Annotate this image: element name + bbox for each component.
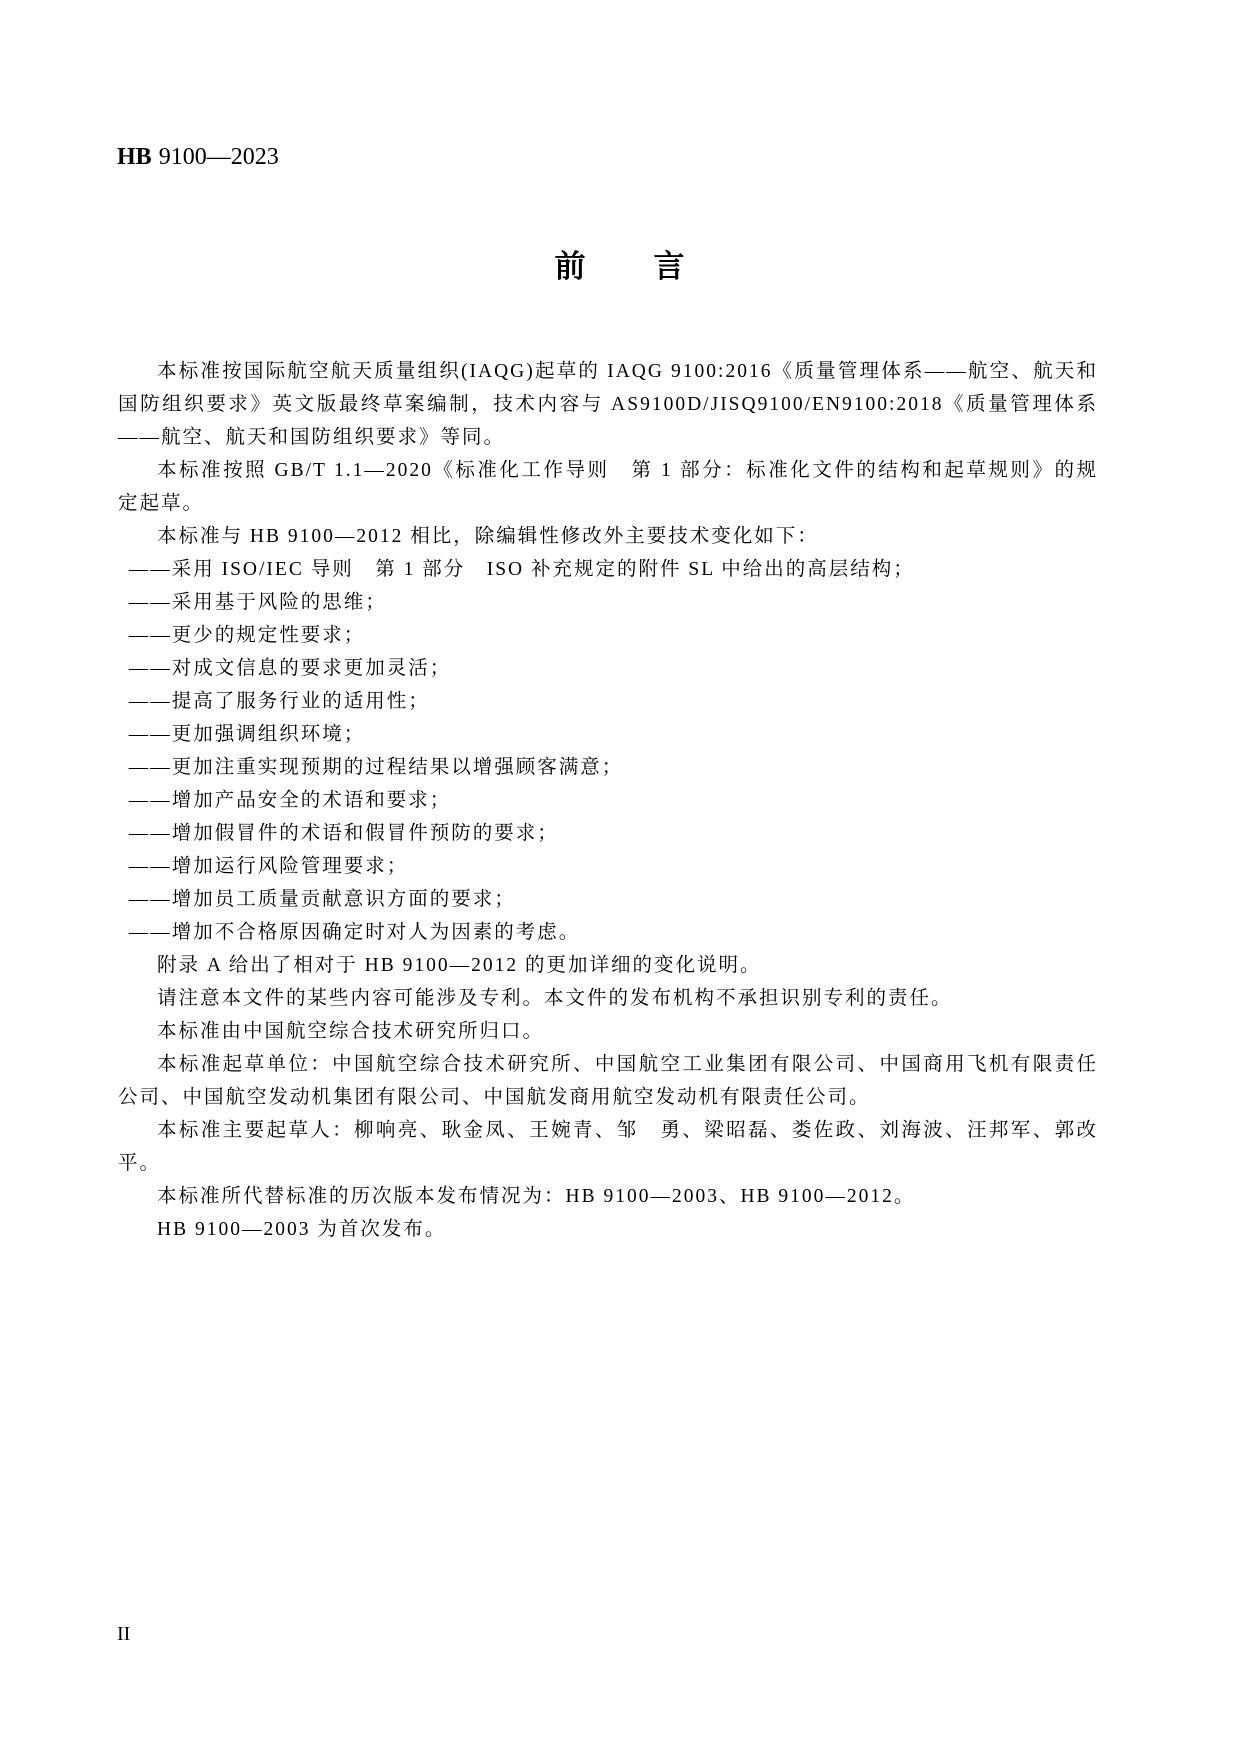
standard-code-header: [117, 143, 279, 171]
paragraph: 本标准与 HB 9100—2012 相比，除编辑性修改外主要技术变化如下：: [157, 526, 819, 547]
paragraph: 本标准按照 GB/T 1.1—2020《标准化工作导则 第 1 部分：标准化文件的结构和起草规则》的规定起草。: [118, 460, 1098, 514]
paragraph: 附录 A 给出了相对于 HB 9100—2012 的更加详细的变化说明。: [157, 955, 762, 976]
paragraph: HB 9100—2003 为首次发布。: [157, 1219, 447, 1240]
paragraph: 本标准起草单位：中国航空综合技术研究所、中国航空工业集团有限公司、中国商用飞机有限责任公司、中国航空发动机集团有限公司、中国航发商用航空发动机有限责任公司。: [118, 1054, 1098, 1108]
standard-code-number: 9100—2023: [158, 144, 279, 170]
change-list-item: ——增加员工质量贡献意识方面的要求；: [128, 889, 516, 910]
change-list-item: ——采用基于风险的思维；: [128, 592, 387, 613]
change-list-item: ——对成文信息的要求更加灵活；: [128, 658, 452, 679]
page-title: 前 言: [554, 249, 687, 284]
change-list-item: ——增加运行风险管理要求；: [128, 856, 409, 877]
change-list-item: ——增加不合格原因确定时对人为因素的考虑。: [128, 922, 581, 943]
change-list-item: ——增加产品安全的术语和要求；: [128, 790, 452, 811]
page-number: II: [117, 1623, 131, 1645]
standard-code-prefix: HB: [117, 144, 152, 170]
paragraph: 本标准按国际航空航天质量组织(IAQG)起草的 IAQG 9100:2016《质量管理体系——航空、航天和国防组织要求》英文版最终草案编制，技术内容与 AS9100D/JISQ9100/EN9100:2018《质量管理体系——航空、航天和国防组织要求》等同。: [118, 361, 1098, 448]
paragraph: 本标准所代替标准的历次版本发布情况为：HB 9100—2003、HB 9100—2012。: [157, 1186, 916, 1207]
change-list-item: ——更加注重实现预期的过程结果以增强顾客满意；: [128, 757, 624, 778]
change-list-item: ——更少的规定性要求；: [128, 625, 366, 646]
change-list-item: ——提高了服务行业的适用性；: [128, 691, 430, 712]
change-list-item: ——更加强调组织环境；: [128, 724, 366, 745]
foreword-body: [118, 355, 1098, 1246]
change-list-item: ——采用 ISO/IEC 导则 第 1 部分 ISO 补充规定的附件 SL 中给出的高层结构；: [128, 559, 915, 580]
paragraph: 本标准由中国航空综合技术研究所归口。: [157, 1021, 545, 1042]
paragraph: 本标准主要起草人：柳响亮、耿金凤、王婉青、邹 勇、梁昭磊、娄佐政、刘海波、汪邦军、郭改平。: [118, 1120, 1098, 1174]
paragraph: 请注意本文件的某些内容可能涉及专利。本文件的发布机构不承担识别专利的责任。: [157, 988, 953, 1009]
change-list-item: ——增加假冒件的术语和假冒件预防的要求；: [128, 823, 559, 844]
